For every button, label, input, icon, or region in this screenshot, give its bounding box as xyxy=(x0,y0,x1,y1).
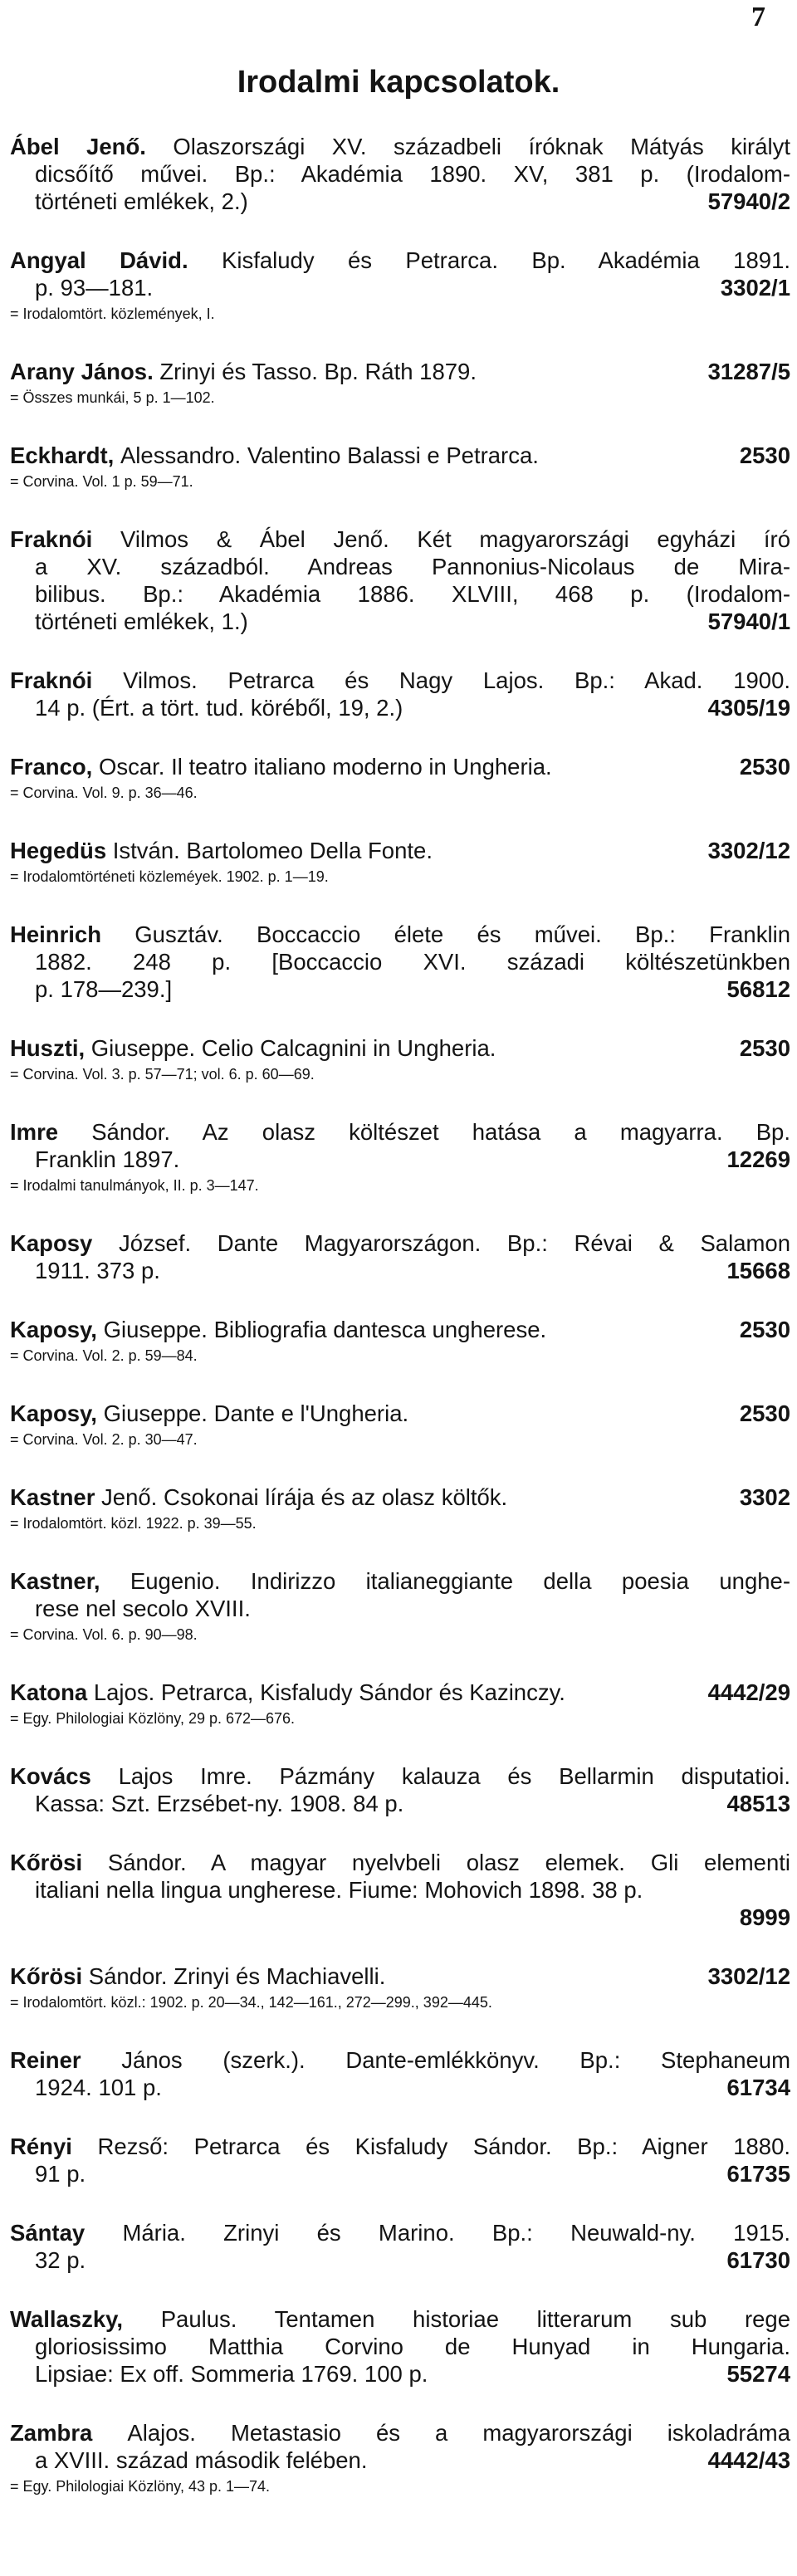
entry-shelf-code: 3302/12 xyxy=(707,838,790,863)
bibliography-entry xyxy=(10,442,790,494)
entry-line xyxy=(10,2446,790,2474)
entry-line xyxy=(10,1876,790,1904)
entry-line xyxy=(10,2160,790,2187)
entry-text-line: p. 93—181. xyxy=(35,275,154,301)
bibliography-entry xyxy=(10,2133,790,2187)
entry-line xyxy=(10,921,790,948)
entry-author: Eckhardt, xyxy=(10,442,120,468)
entry-text-line: Sándor. Az olasz költészet hatása a magyarra. Bp. xyxy=(91,1119,790,1145)
entry-line xyxy=(10,1400,790,1427)
entry-text-line: Jenő. Csokonai lírája és az olasz költők. xyxy=(101,1484,508,1510)
entry-line xyxy=(10,948,790,975)
entry-text-line: a XV. századból. Andreas Pannonius-Nicolaus de Mira- xyxy=(35,554,790,579)
entry-text-line: Alessandro. Valentino Balassi e Petrarca. xyxy=(120,442,539,468)
entry-text-line: italiani nella lingua ungherese. Fiume: Mohovich 1898. 38 p. xyxy=(35,1877,643,1903)
entry-text-line: gloriosissimo Matthia Corvino de Hunyad in Hungaria. xyxy=(35,2334,790,2359)
entry-shelf-code: 48513 xyxy=(726,1791,790,1816)
entry-author: Kőrösi xyxy=(10,1963,89,1989)
entry-author: Reiner xyxy=(10,2047,122,2073)
bibliography-entry xyxy=(10,1849,790,1931)
entry-text-line: Lipsiae: Ex off. Sommeria 1769. 100 p. xyxy=(35,2361,428,2387)
entry-shelf-code: 31287/5 xyxy=(707,359,790,384)
bibliography-entry xyxy=(10,1484,790,1536)
entry-author: Kaposy xyxy=(10,1230,119,1256)
bibliography-entry xyxy=(10,2419,790,2499)
entry-line xyxy=(10,1762,790,1790)
entry-shelf-code: 4442/43 xyxy=(707,2447,790,2473)
entry-text-line: dicsőítő művei. Bp.: Akadémia 1890. XV, 381 p. (Irodalom- xyxy=(35,161,790,187)
entry-shelf-code: 4442/29 xyxy=(707,1679,790,1705)
entry-text-line: Kassa: Szt. Erzsébet-ny. 1908. 84 p. xyxy=(35,1791,404,1816)
entry-source-note: = Irodalomtört. közl.: 1902. p. 20—34., 142—161., 272—299., 392—445. xyxy=(10,1994,492,2011)
entry-source-note: = Irodalomtörténeti közleméyek. 1902. p. 1—19. xyxy=(10,868,329,885)
entry-text-line: 32 p. xyxy=(35,2247,86,2273)
bibliography-entry xyxy=(10,1567,790,1647)
entry-shelf-code: 3302 xyxy=(739,1484,790,1510)
entry-line xyxy=(10,188,790,215)
entry-text-line: történeti emlékek, 2.) xyxy=(35,188,248,214)
entry-line xyxy=(10,1484,790,1511)
entry-text-line: bilibus. Bp.: Akadémia 1886. XLVIII, 468 p. (Irodalom- xyxy=(35,581,790,607)
entry-text-line: Giuseppe. Celio Calcagnini in Ungheria. xyxy=(90,1035,496,1061)
entry-author: Zambra xyxy=(10,2420,128,2446)
page-number: 7 xyxy=(751,2,765,32)
entry-author: Kaposy, xyxy=(10,1400,104,1426)
entry-shelf-code: 8999 xyxy=(739,1904,790,1930)
entry-shelf-code: 12269 xyxy=(726,1146,790,1172)
entry-shelf-code: 2530 xyxy=(739,442,790,468)
entry-line xyxy=(10,525,790,553)
entry-shelf-code: 3302/12 xyxy=(707,1963,790,1989)
entry-shelf-code: 61735 xyxy=(726,2161,790,2187)
entry-text-line: p. 178—239.] xyxy=(35,976,173,1002)
entry-text-line: rese nel secolo XVIII. xyxy=(35,1596,251,1621)
page-title: Irodalmi kapcsolatok. xyxy=(237,65,560,100)
entry-text-line: Alajos. Metastasio és a magyarországi iskoladráma xyxy=(127,2420,790,2446)
entry-line xyxy=(10,1034,790,1062)
entry-text-line: József. Dante Magyarországon. Bp.: Révai & Salamon xyxy=(119,1230,790,1256)
entry-line xyxy=(10,1316,790,1343)
entry-line xyxy=(10,553,790,580)
entry-text-line: 14 p. (Ért. a tört. tud. köréből, 19, 2.) xyxy=(35,695,403,721)
entry-line xyxy=(10,2246,790,2274)
entry-source-note: = Corvina. Vol. 6. p. 90—98. xyxy=(10,1626,198,1643)
bibliography-entry xyxy=(10,1963,790,2015)
entry-shelf-code: 2530 xyxy=(739,1400,790,1426)
bibliography-entry xyxy=(10,1762,790,1817)
bibliography-entry xyxy=(10,837,790,889)
entry-line xyxy=(10,2046,790,2074)
bibliography-entry xyxy=(10,667,790,721)
entry-author: Arany János. xyxy=(10,359,160,384)
entry-author: Kastner xyxy=(10,1484,102,1510)
entry-text-line: Lajos. Petrarca, Kisfaludy Sándor és Kazinczy. xyxy=(93,1679,565,1705)
bibliography-entry xyxy=(10,1118,790,1198)
entry-line xyxy=(10,133,790,160)
bibliography-entry xyxy=(10,1229,790,1284)
entry-shelf-code: 61734 xyxy=(726,2075,790,2100)
entry-line xyxy=(10,837,790,864)
entry-line xyxy=(10,1595,790,1622)
bibliography-entry xyxy=(10,2219,790,2274)
bibliography-entry xyxy=(10,358,790,410)
entry-text-line: Lajos Imre. Pázmány kalauza és Bellarmin disputatioi. xyxy=(118,1763,791,1789)
entry-line xyxy=(10,1679,790,1706)
entry-line xyxy=(10,247,790,274)
entry-author: Kaposy, xyxy=(10,1317,104,1342)
bibliography-entry xyxy=(10,2305,790,2388)
entry-line xyxy=(10,1229,790,1257)
entry-shelf-code: 2530 xyxy=(739,1317,790,1342)
entry-shelf-code: 57940/1 xyxy=(707,609,790,634)
entry-shelf-code: 61730 xyxy=(726,2247,790,2273)
entry-text-line: 1911. 373 p. xyxy=(35,1258,160,1283)
entry-text-line: Olaszországi XV. századbeli íróknak Mátyás királyt xyxy=(173,134,791,159)
entry-text-line: történeti emlékek, 1.) xyxy=(35,609,248,634)
entry-text-line: Vilmos & Ábel Jenő. Két magyarországi egyházi író xyxy=(120,526,790,552)
entry-author: Angyal Dávid. xyxy=(10,247,222,273)
entry-author: Imre xyxy=(10,1119,92,1145)
entry-text-line: Gusztáv. Boccaccio élete és művei. Bp.: Franklin xyxy=(134,921,790,947)
entry-shelf-code: 3302/1 xyxy=(720,275,790,301)
entry-line xyxy=(10,1790,790,1817)
bibliography-entry xyxy=(10,921,790,1003)
entry-author: Wallaszky, xyxy=(10,2306,161,2332)
entry-line xyxy=(10,160,790,188)
entry-line xyxy=(10,753,790,780)
entry-shelf-code: 55274 xyxy=(726,2361,790,2387)
entry-line xyxy=(10,442,790,469)
entry-line xyxy=(10,694,790,721)
entry-text-line: Giuseppe. Bibliografia dantesca ungherese. xyxy=(103,1317,547,1342)
entry-line xyxy=(10,1963,790,1990)
entry-text-line: Eugenio. Indirizzo italianeggiante della poesia unghe- xyxy=(130,1568,790,1594)
entry-author: Rényi xyxy=(10,2134,98,2159)
entry-line xyxy=(10,1567,790,1595)
bibliography-entry xyxy=(10,1679,790,1731)
entry-author: Kastner, xyxy=(10,1568,130,1594)
entry-line xyxy=(10,2305,790,2333)
entry-line xyxy=(10,580,790,608)
entry-author: Hegedüs xyxy=(10,838,113,863)
entry-author: Fraknói xyxy=(10,526,121,552)
entry-text-line: Rezső: Petrarca és Kisfaludy Sándor. Bp.: Aigner 1880. xyxy=(97,2134,791,2159)
entry-text-line: Sándor. Zrinyi és Machiavelli. xyxy=(88,1963,386,1989)
bibliography-entry xyxy=(10,1034,790,1087)
entry-shelf-code: 15668 xyxy=(726,1258,790,1283)
bibliography-list xyxy=(10,133,790,2530)
entry-author: Fraknói xyxy=(10,667,124,693)
entry-line xyxy=(10,274,790,301)
entry-text-line: Giuseppe. Dante e l'Ungheria. xyxy=(103,1400,409,1426)
entry-line xyxy=(10,2419,790,2446)
entry-author: Heinrich xyxy=(10,921,135,947)
entry-line xyxy=(10,1146,790,1173)
entry-source-note: = Összes munkái, 5 p. 1—102. xyxy=(10,389,215,406)
entry-author: Sántay xyxy=(10,2220,123,2246)
entry-source-note: = Corvina. Vol. 3. p. 57—71; vol. 6. p. 60—69. xyxy=(10,1066,315,1083)
entry-line xyxy=(10,1257,790,1284)
entry-line xyxy=(10,2360,790,2388)
entry-text-line: Zrinyi és Tasso. Bp. Ráth 1879. xyxy=(159,359,477,384)
entry-source-note: = Irodalomtört. közl. 1922. p. 39—55. xyxy=(10,1515,257,1532)
entry-text-line: Sándor. A magyar nyelvbeli olasz elemek. Gli elementi xyxy=(107,1850,791,1875)
entry-shelf-code: 4305/19 xyxy=(707,695,790,721)
entry-author: Kovács xyxy=(10,1763,119,1789)
entry-author: Ábel Jenő. xyxy=(10,134,174,159)
entry-text-line: Vilmos. Petrarca és Nagy Lajos. Bp.: Akad. 1900. xyxy=(123,667,791,693)
entry-text-line: 1882. 248 p. [Boccaccio XVI. századi költészetünkben xyxy=(35,949,790,975)
entry-source-note: = Egy. Philologiai Közlöny, 29 p. 672—676. xyxy=(10,1710,296,1727)
entry-text-line: 1924. 101 p. xyxy=(35,2075,162,2100)
bibliography-entry xyxy=(10,1400,790,1452)
entry-shelf-code: 56812 xyxy=(726,976,790,1002)
entry-author: Katona xyxy=(10,1679,94,1705)
entry-line xyxy=(10,2074,790,2101)
entry-shelf-code: 2530 xyxy=(739,1035,790,1061)
entry-text-line: Franklin 1897. xyxy=(35,1146,180,1172)
bibliography-entry xyxy=(10,247,790,326)
entry-line xyxy=(10,667,790,694)
entry-source-note: = Corvina. Vol. 2. p. 30—47. xyxy=(10,1431,198,1448)
entry-author: Franco, xyxy=(10,754,99,780)
entry-text-line: Paulus. Tentamen historiae litterarum sub rege xyxy=(160,2306,790,2332)
entry-line xyxy=(10,1849,790,1876)
entry-text-line: 91 p. xyxy=(35,2161,86,2187)
entry-source-note: = Corvina. Vol. 9. p. 36—46. xyxy=(10,785,198,801)
entry-line xyxy=(10,975,790,1003)
entry-shelf-code: 2530 xyxy=(739,754,790,780)
bibliography-entry xyxy=(10,525,790,635)
entry-line xyxy=(10,2333,790,2360)
entry-line xyxy=(10,2133,790,2160)
entry-source-note: = Corvina. Vol. 2. p. 59—84. xyxy=(10,1347,198,1364)
entry-source-note: = Egy. Philologiai Közlöny, 43 p. 1—74. xyxy=(10,2478,271,2495)
bibliography-entry xyxy=(10,2046,790,2101)
entry-source-note: = Irodalmi tanulmányok, II. p. 3—147. xyxy=(10,1177,259,1194)
entry-text-line: Kisfaludy és Petrarca. Bp. Akadémia 1891. xyxy=(222,247,791,273)
entry-line xyxy=(10,2219,790,2246)
entry-text-line: Oscar. Il teatro italiano moderno in Ungheria. xyxy=(98,754,552,780)
entry-line xyxy=(10,358,790,385)
entry-source-note: = Irodalomtört. közlemények, I. xyxy=(10,306,215,322)
entry-text-line: a XVIII. század második felében. xyxy=(35,2447,368,2473)
entry-source-note: = Corvina. Vol. 1 p. 59—71. xyxy=(10,473,193,490)
entry-line xyxy=(10,608,790,635)
entry-line xyxy=(10,1118,790,1146)
bibliography-entry xyxy=(10,753,790,805)
entry-author: Kőrösi xyxy=(10,1850,108,1875)
bibliography-entry xyxy=(10,133,790,215)
entry-text-line: János (szerk.). Dante-emlékkönyv. Bp.: Stephaneum xyxy=(121,2047,790,2073)
entry-text-line: Mária. Zrinyi és Marino. Bp.: Neuwald-ny. 1915. xyxy=(122,2220,790,2246)
entry-author: Huszti, xyxy=(10,1035,91,1061)
entry-shelf-code: 57940/2 xyxy=(707,188,790,214)
entry-text-line: István. Bartolomeo Della Fonte. xyxy=(112,838,433,863)
bibliography-entry xyxy=(10,1316,790,1368)
